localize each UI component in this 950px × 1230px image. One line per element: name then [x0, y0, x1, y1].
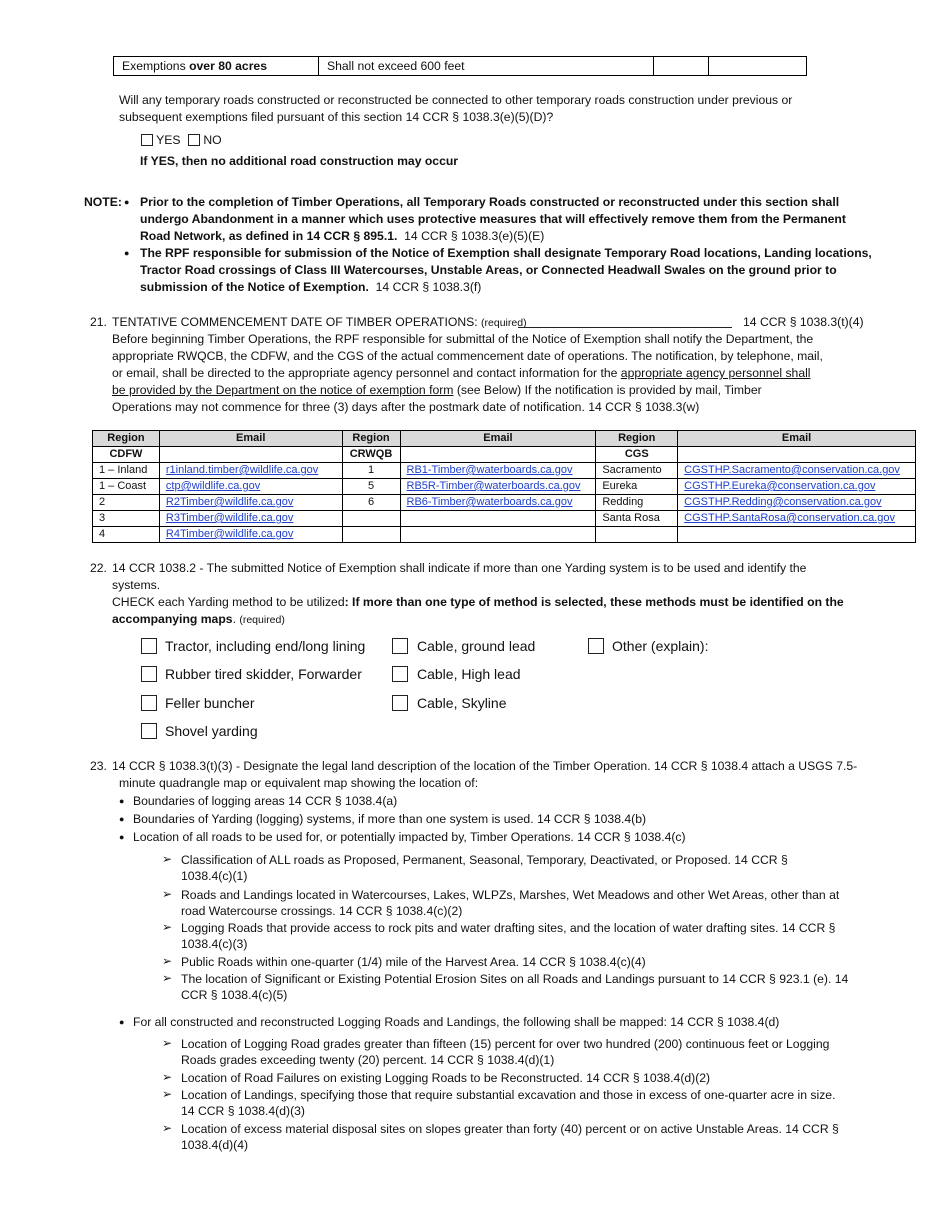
table-header-row — [93, 431, 916, 447]
item22-line4-bold: accompanying maps — [112, 612, 233, 626]
item21-heading: TENTATIVE COMMENCEMENT DATE OF TIMBER OPERATIONS: — [112, 315, 478, 329]
yes-no-options — [141, 132, 222, 148]
sub-c1-line2: 1038.4(c)(1) — [181, 869, 248, 883]
cdfw-email-link[interactable]: r1inland.timber@wildlife.ca.gov — [165, 464, 319, 476]
cdfw-region: 4 — [93, 527, 160, 543]
item21-required: (required) — [481, 317, 527, 329]
temp-roads-question-line1: Will any temporary roads constructed or reconstructed be connected to other temporary roads construction under previous or — [119, 93, 793, 107]
tractor-label: Tractor, including end/long lining — [165, 638, 366, 654]
crwqb-region — [342, 527, 400, 543]
note-b1-ref: 14 CCR § 1038.3(e)(5)(E) — [397, 229, 545, 243]
feller-buncher-label: Feller buncher — [165, 695, 255, 711]
cgs-email-link[interactable]: CGSTHP.Redding@conservation.ca.gov — [684, 496, 882, 508]
cable-high-lead-label: Cable, High lead — [417, 666, 521, 682]
cdfw-region: 2 — [93, 495, 160, 511]
sub-c3-line1: Logging Roads that provide access to rock pits and water drafting sites, and the location of water drafting sites. 14 CCR § — [181, 921, 836, 935]
cdfw-region: 1 – Inland — [93, 463, 160, 479]
crwqb-email — [400, 495, 596, 511]
commencement-date-field[interactable] — [518, 327, 732, 328]
cdfw-email-link[interactable]: R2Timber@wildlife.ca.gov — [165, 496, 294, 508]
acreage-label-bold: over 80 acres — [189, 59, 267, 73]
cgs-region: Santa Rosa — [596, 511, 678, 527]
sub-d1-line2: Roads grades exceeding twenty (20) percent. 14 CCR § 1038.4(d)(1) — [181, 1053, 555, 1067]
cgs-email-link[interactable]: CGSTHP.Eureka@conservation.ca.gov — [684, 480, 876, 492]
acreage-label-cell — [114, 57, 319, 75]
if-yes-note: If YES, then no additional road construction may occur — [140, 154, 459, 168]
agency-crwqb: CRWQB — [342, 447, 400, 463]
arrow-bullet-icon: ➢ — [162, 1036, 173, 1050]
sub-d4-line1: Location of excess material disposal sites on slopes greater than forty (40) percent or on active Unstable Areas. 14 CCR § — [181, 1122, 839, 1136]
acreage-limit-cell: Shall not exceed 600 feet — [319, 57, 654, 75]
bullet-icon: ● — [119, 796, 125, 806]
cdfw-region: 3 — [93, 511, 160, 527]
crwqb-email — [400, 479, 596, 495]
cdfw-email — [159, 511, 342, 527]
crwqb-email — [400, 511, 596, 527]
cdfw-email-link[interactable]: R3Timber@wildlife.ca.gov — [165, 512, 294, 524]
agency-contact-table — [92, 430, 916, 543]
arrow-bullet-icon: ➢ — [162, 920, 173, 934]
cgs-region: Eureka — [596, 479, 678, 495]
note-b1-line2: undergo Abandonment in a manner which uses protective measures that will effectively remove them from the Permanent — [140, 212, 846, 226]
item22-line3 — [112, 594, 844, 610]
crwqb-email-link[interactable]: RB1-Timber@waterboards.ca.gov — [406, 464, 573, 476]
crwqb-region: 6 — [342, 495, 400, 511]
crwqb-email-link[interactable]: RB5R-Timber@waterboards.ca.gov — [406, 480, 581, 492]
cdfw-email — [159, 527, 342, 543]
crwqb-region: 1 — [342, 463, 400, 479]
item21-line3-text: or email, shall be directed to the appropriate agency personnel and contact information for the — [112, 366, 621, 380]
agency-row — [93, 447, 916, 463]
agency-cdfw: CDFW — [93, 447, 160, 463]
item21-body-line5: Operations may not commence for three (3) days after the postmark date of notification. 14 CCR § 1038.3(w) — [112, 400, 700, 414]
sub-c1-line1: Classification of ALL roads as Proposed, Permanent, Seasonal, Temporary, Deactivated, or Proposed. 14 CCR § — [181, 853, 788, 867]
bullet-icon: ● — [124, 197, 130, 207]
item21-body-line4 — [112, 382, 762, 398]
item22-line3-bold: : If more than one type of method is selected, these methods must be identified on the — [344, 595, 844, 609]
cgs-email-link[interactable]: CGSTHP.SantaRosa@conservation.ca.gov — [684, 512, 896, 524]
arrow-bullet-icon: ➢ — [162, 1070, 173, 1084]
sub-d3-line2: 14 CCR § 1038.4(d)(3) — [181, 1104, 305, 1118]
arrow-bullet-icon: ➢ — [162, 971, 173, 985]
note-b2-ref: 14 CCR § 1038.3(f) — [368, 280, 482, 294]
header-region-crwqb: Region — [342, 431, 400, 447]
no-checkbox[interactable] — [188, 134, 200, 146]
note-b2-line1: The RPF responsible for submission of the Notice of Exemption shall designate Temporary Road locations, Landing locations, — [140, 246, 872, 260]
note-b2-line3 — [140, 279, 481, 295]
note-b1-bold: Road Network, as defined in 14 CCR § 895.1. — [140, 229, 398, 243]
item22-line3-text: CHECK each Yarding method to be utilized — [112, 595, 345, 609]
item21-ref: 14 CCR § 1038.3(t)(4) — [743, 315, 864, 329]
sub-d3-line1: Location of Landings, specifying those that require substantial excavation and those in excess of one-quarter acre in size. — [181, 1088, 836, 1102]
other-label: Other (explain): — [612, 638, 709, 654]
sub-c4-line1: Public Roads within one-quarter (1/4) mile of the Harvest Area. 14 CCR § 1038.4(c)(4) — [181, 955, 646, 969]
empty-cell — [159, 447, 342, 463]
acreage-blank-cell-1[interactable] — [654, 57, 709, 75]
item22-line4 — [112, 611, 285, 628]
shovel-yarding-checkbox[interactable] — [141, 723, 157, 739]
item21-body-line1: Before beginning Timber Operations, the RPF responsible for submittal of the Notice of Exemption shall notify the Department, the — [112, 332, 814, 346]
item23-line1: 14 CCR § 1038.3(t)(3) - Designate the legal land description of the location of the Timber Operation. 14 CCR § 1038.4 attach a USGS 7.5- — [112, 759, 858, 773]
header-region-cdfw: Region — [93, 431, 160, 447]
arrow-bullet-icon: ➢ — [162, 1121, 173, 1135]
cgs-region: Redding — [596, 495, 678, 511]
item21-line4-underlined: be provided by the Department on the notice of exemption form — [112, 383, 454, 397]
cgs-email — [678, 479, 916, 495]
sub-d4-line2: 1038.4(d)(4) — [181, 1138, 249, 1152]
sub-d2-line1: Location of Road Failures on existing Logging Roads to be Reconstructed. 14 CCR § 1038.4(d)(2) — [181, 1071, 711, 1085]
other-checkbox[interactable] — [588, 638, 604, 654]
cgs-email — [678, 511, 916, 527]
note-b1-line3 — [140, 228, 544, 244]
item21-number: 21. — [90, 315, 107, 329]
table-row — [93, 527, 916, 543]
tractor-checkbox[interactable] — [141, 638, 157, 654]
rubber-tired-skidder-label: Rubber tired skidder, Forwarder — [165, 666, 362, 682]
item22-line1: 14 CCR 1038.2 - The submitted Notice of Exemption shall indicate if more than one Yarding system is to be used and identify the — [112, 561, 807, 575]
item22-line4-text: . — [232, 612, 240, 626]
acreage-label-prefix: Exemptions — [122, 59, 190, 73]
empty-cell — [400, 447, 596, 463]
cdfw-email — [159, 479, 342, 495]
cgs-region — [596, 527, 678, 543]
agency-cgs: CGS — [596, 447, 678, 463]
crwqb-email — [400, 527, 596, 543]
arrow-bullet-icon: ➢ — [162, 954, 173, 968]
cgs-region: Sacramento — [596, 463, 678, 479]
item23-line2: minute quadrangle map or equivalent map showing the location of: — [119, 776, 479, 790]
cdfw-email — [159, 495, 342, 511]
crwqb-email-link[interactable]: RB6-Timber@waterboards.ca.gov — [406, 496, 573, 508]
item23-bullet1: Boundaries of logging areas 14 CCR § 1038.4(a) — [133, 794, 398, 808]
item23-number: 23. — [90, 759, 107, 773]
sub-d1-line1: Location of Logging Road grades greater than fifteen (15) percent for over two hundred (200) continuous feet or Logging — [181, 1037, 830, 1051]
table-row — [93, 463, 916, 479]
arrow-bullet-icon: ➢ — [162, 1087, 173, 1101]
table-row — [93, 511, 916, 527]
empty-cell — [678, 447, 916, 463]
header-email-cdfw: Email — [159, 431, 342, 447]
yes-label: YES — [156, 133, 181, 147]
crwqb-region: 5 — [342, 479, 400, 495]
cdfw-email-link[interactable]: R4Timber@wildlife.ca.gov — [165, 528, 294, 540]
item21-body-line2: appropriate RWQCB, the CDFW, and the CGS of the actual commencement date of operations. The notification, by telephone, mail, — [112, 349, 823, 363]
cable-skyline-label: Cable, Skyline — [417, 695, 507, 711]
sub-c3-line2: 1038.4(c)(3) — [181, 937, 248, 951]
item21-line3-underlined: appropriate agency personnel shall — [620, 366, 811, 380]
header-email-crwqb: Email — [400, 431, 596, 447]
yes-checkbox[interactable] — [141, 134, 153, 146]
header-region-cgs: Region — [596, 431, 678, 447]
cable-ground-lead-label: Cable, ground lead — [417, 638, 536, 654]
sub-c2-line2: road Watercourse crossings. 14 CCR § 1038.4(c)(2) — [181, 904, 463, 918]
item23-bullet3: Location of all roads to be used for, or potentially impacted by, Timber Operations. 14 CCR § 1038.4(c) — [133, 830, 686, 844]
bullet-icon: ● — [119, 814, 125, 824]
cdfw-email-link[interactable]: ctp@wildlife.ca.gov — [165, 480, 261, 492]
arrow-bullet-icon: ➢ — [162, 887, 173, 901]
header-email-cgs: Email — [678, 431, 916, 447]
cgs-email-link[interactable]: CGSTHP.Sacramento@conservation.ca.gov — [684, 464, 900, 476]
cable-skyline-checkbox[interactable] — [392, 695, 408, 711]
shovel-yarding-label: Shovel yarding — [165, 723, 258, 739]
rubber-tired-skidder-checkbox[interactable] — [141, 666, 157, 682]
cable-ground-lead-checkbox[interactable] — [392, 638, 408, 654]
note-label: NOTE: — [84, 195, 122, 209]
cgs-email — [678, 527, 916, 543]
arrow-bullet-icon: ➢ — [162, 852, 173, 866]
note-b2-bold: submission of the Notice of Exemption. — [140, 280, 369, 294]
cgs-email — [678, 463, 916, 479]
item21-body-line3 — [112, 365, 811, 381]
item21-heading-row — [112, 314, 527, 331]
crwqb-region — [342, 511, 400, 527]
no-label: NO — [203, 133, 222, 147]
feller-buncher-checkbox[interactable] — [141, 695, 157, 711]
bullet-icon: ● — [124, 248, 130, 258]
sub-c5-line2: CCR § 1038.4(c)(5) — [181, 988, 288, 1002]
bullet-icon: ● — [119, 832, 125, 842]
sub-c5-line1: The location of Significant or Existing Potential Erosion Sites on all Roads and Landings pursuant to 14 CCR § 923.1 (e). 14 — [181, 972, 849, 986]
cdfw-email — [159, 463, 342, 479]
note-b1-line1: Prior to the completion of Timber Operations, all Temporary Roads constructed or reconstructed under this section shall — [140, 195, 840, 209]
cable-high-lead-checkbox[interactable] — [392, 666, 408, 682]
sub-c2-line1: Roads and Landings located in Watercourses, Lakes, WLPZs, Marshes, Wet Meadows and other Wet Areas, other than at — [181, 888, 840, 902]
acreage-blank-cell-2[interactable] — [709, 57, 806, 75]
bullet-icon: ● — [119, 1017, 125, 1027]
item22-required: (required) — [239, 614, 285, 626]
crwqb-email — [400, 463, 596, 479]
cdfw-region: 1 – Coast — [93, 479, 160, 495]
item21-line4-text: (see Below) If the notification is provided by mail, Timber — [453, 383, 762, 397]
item23-bullet2: Boundaries of Yarding (logging) systems, if more than one system is used. 14 CCR § 1038.4(b) — [133, 812, 647, 826]
cgs-email — [678, 495, 916, 511]
table-row — [93, 495, 916, 511]
table-row — [93, 479, 916, 495]
note-b2-line2: Tractor Road crossings of Class III Watercourses, Unstable Areas, or Connected Headwall Swales on the ground prior to — [140, 263, 837, 277]
item23-bullet4: For all constructed and reconstructed Logging Roads and Landings, the following shall be mapped: 14 CCR § 1038.4(d) — [133, 1015, 780, 1029]
temp-roads-question-line2: subsequent exemptions filed pursuant of this section 14 CCR § 1038.3(e)(5)(D)? — [119, 110, 554, 124]
item22-line2: systems. — [112, 578, 161, 592]
item22-number: 22. — [90, 561, 107, 575]
acreage-limit-row — [113, 56, 807, 76]
